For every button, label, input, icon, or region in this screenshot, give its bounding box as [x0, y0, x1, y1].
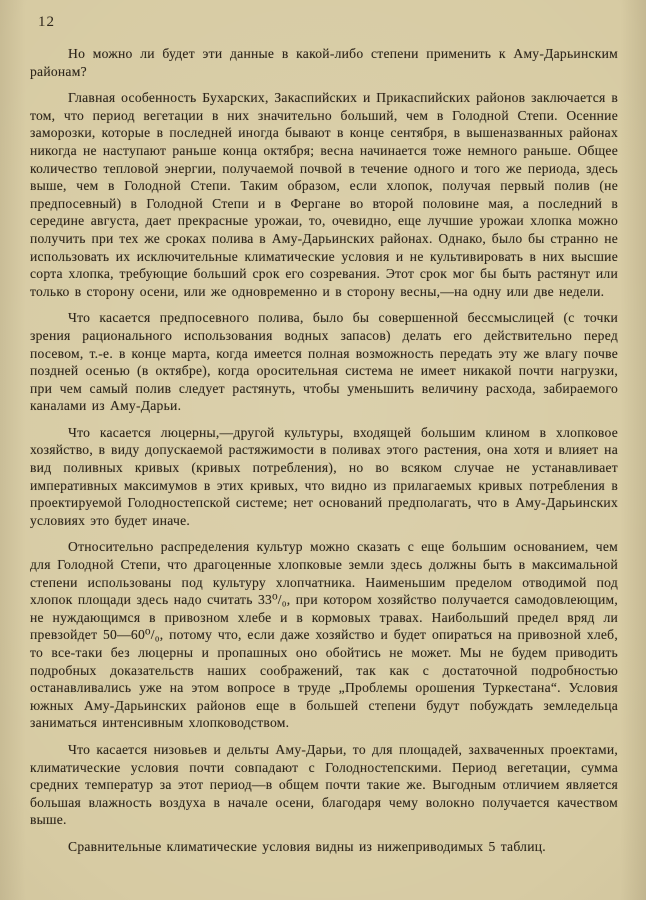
paragraph-2: Главная особенность Бухарских, Закаспийских и Прикаспийских районов заключается в том, что период вегетации в них значительно больший, чем в Голодной Степи. Осенние заморозки, которые в последней иногда бывают в конце сентября, в вышеназванных районах никогда не наступают раньше конца октября; весна начинается тоже немного раньше. Общее количество тепловой энергии, получаемой почвой в течение одного и того же периода, здесь выше, чем в Голодной Степи. Таким образом, если хлопок, получая первый полив (не предпосевный) в Голодной Степи и в Фергане во второй половине мая, а последний в середине августа, дает прекрасные урожаи, то, очевидно, еще лучшие урожаи хлопка можно получить при тех же сроках полива в Аму-Дарьинских районах. Однако, было бы странно не использовать их исключительные климатические условия и не культивировать в них высшие сорта хлопка, требующие больший срок его созревания. Этот срок мог бы быть растянут или только в сторону осени, или же одновременно и в сторону весны,—на одну или две недели. [30, 90, 618, 299]
paragraph-5: Относительно распределения культур можно сказать с еще большим основанием, чем для Голодной Степи, что драгоценные хлопковые земли здесь должны быть в максимальной степени использованы под культуру хлопчатника. Наименьшим пределом отводимой под хлопок площади здесь надо считать 33⁰/₀, при котором хозяйство получается самодовлеющим, не нуждающимся в привозном хлебе и в кормовых травах. Наибольший предел вряд ли превзойдет 50—60⁰/₀, потому что, если даже хозяйство и будет опираться на привозной хлеб, то все-таки без люцерны и пропашных оно обойтись не может. Мы не будем приводить подробных доказательств наших соображений, так как с достаточной подробностью останавливались уже на этом вопросе в труде „Проблемы орошения Туркестана“. Условия южных Аму-Дарьинских районов еще в большей степени будут побуждать земледельца заниматься интенсивным хлопководством. [30, 539, 618, 731]
paragraph-3: Что касается предпосевного полива, было бы совершенной бессмыслицей (с точки зрения рационального использования водных запасов) делать его действительно перед посевом, т.-е. в конце марта, когда имеется полная возможность передать эту же влагу почве поздней осенью (в октябре), когда оросительная система не имеет никакой почти нагрузки, при чем самый полив следует растянуть, чтобы уменьшить величину расхода, забираемого каналами из Аму-Дарьи. [30, 310, 618, 414]
paragraph-6: Что касается низовьев и дельты Аму-Дарьи, то для площадей, захваченных проектами, климатические условия почти совпадают с Голодностепскими. Период вегетации, сумма средних температур за этот период—в общем почти такие же. Выгодным отличием является большая влажность воздуха в начале осени, благодаря чему волокно получается качеством выше. [30, 741, 618, 828]
paragraph-4: Что касается люцерны,—другой культуры, входящей большим клином в хлопковое хозяйство, в виду допускаемой растяжимости в поливах этого растения, она хотя и влияет на вид поливных кривых (кривых потребления), но во всяком случае не устанавливает императивных максимумов в этих кривых, что видно из прилагаемых кривых потребления в проектируемой Голодностепской системе; нет оснований предполагать, что в Аму-Дарьинских условиях это будет иначе. [30, 424, 618, 528]
body-text [30, 45, 618, 856]
paragraph-7: Сравнительные климатические условия видны из нижеприводимых 5 таблиц. [68, 838, 546, 854]
paragraph-1: Но можно ли будет эти данные в какой-либо степени применить к Аму-Дарьинским районам? [30, 46, 618, 79]
page-number: 12 [38, 14, 55, 30]
